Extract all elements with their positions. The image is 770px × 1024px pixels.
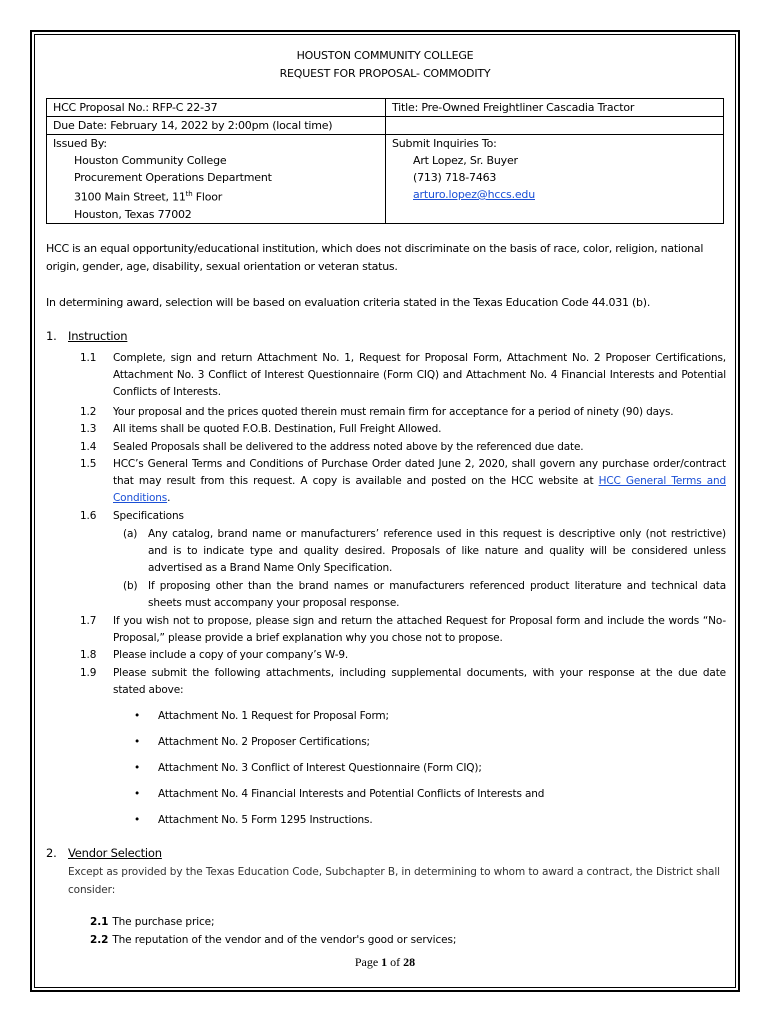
vendor-criteria-item: 2.1 The purchase price; xyxy=(90,916,215,928)
instruction-item: 1.7 If you wish not to propose, please sign and return the attached Request for Proposal form and include the words “No-Proposal,” please provide a brief explanation why you chose not to propose. xyxy=(80,615,726,645)
section-1-heading: 1. Instruction xyxy=(46,329,128,343)
instruction-item: 1.9 Please submit the following attachments, including supplemental documents, with your response at the due date stated above: xyxy=(80,667,726,697)
award-statement: In determining award, selection will be based on evaluation criteria stated in the Texas Education Code 44.031 (b). xyxy=(46,296,651,309)
proposal-info-table xyxy=(46,98,724,224)
document-type: REQUEST FOR PROPOSAL- COMMODITY xyxy=(279,67,491,80)
instruction-item: 1.5 HCC’s General Terms and Conditions of Purchase Order dated June 2, 2020, shall govern any purchase order/contract that may result from this request. A copy is available and posted on the HCC website at HCC General Terms and Conditions. xyxy=(80,458,726,505)
equal-opportunity-statement: HCC is an equal opportunity/educational institution, which does not discriminate on the basis of race, color, religion, national origin, gender, age, disability, sexual orientation or veteran status. xyxy=(46,242,704,273)
instruction-item: 1.2 Your proposal and the prices quoted therein must remain firm for acceptance for a period of ninety (90) days. xyxy=(80,406,674,418)
instruction-item: 1.3 All items shall be quoted F.O.B. Destination, Full Freight Allowed. xyxy=(80,423,442,435)
proposal-number: HCC Proposal No.: RFP-C 22-37 xyxy=(47,99,386,117)
instruction-item: 1.8 Please include a copy of your company’s W-9. xyxy=(80,649,349,661)
attachment-list-item: • Attachment No. 2 Proposer Certifications; xyxy=(134,736,370,748)
instruction-item: 1.4 Sealed Proposals shall be delivered to the address noted above by the referenced due date. xyxy=(80,441,584,453)
specification-item: (b) If proposing other than the brand names or manufacturers referenced product literature and technical data sheets must accompany your proposal response. xyxy=(123,580,726,610)
attachment-list-item: • Attachment No. 5 Form 1295 Instructions. xyxy=(134,814,373,826)
issuer-name: Houston Community College xyxy=(74,154,227,167)
specification-item: (a) Any catalog, brand name or manufacturers’ reference used in this request is descriptive only (not restrictive) and is to indicate type and quality desired. Proposals of like nature and quality will be considered unless advertised as a Brand Name Only Specification. xyxy=(123,528,726,575)
contact-name: Art Lopez, Sr. Buyer xyxy=(413,154,518,167)
due-date: Due Date: February 14, 2022 by 2:00pm (local time) xyxy=(47,117,386,135)
contact-email-link[interactable]: arturo.lopez@hccs.edu xyxy=(413,188,535,201)
college-name: HOUSTON COMMUNITY COLLEGE xyxy=(296,49,474,62)
attachment-list-item: • Attachment No. 3 Conflict of Interest Questionnaire (Form CIQ); xyxy=(134,762,482,774)
contact-phone: (713) 718-7463 xyxy=(413,171,497,184)
page-number: Page 1 of 28 xyxy=(354,955,416,969)
issued-by-label: Issued By: xyxy=(53,137,107,150)
issuer-department: Procurement Operations Department xyxy=(74,171,272,184)
proposal-title: Title: Pre-Owned Freightliner Cascadia Tractor xyxy=(386,99,724,117)
issued-by-cell xyxy=(47,135,386,224)
vendor-selection-intro: Except as provided by the Texas Education Code, Subchapter B, in determining to whom to award a contract, the District shall consider: xyxy=(68,866,721,896)
attachment-list-item: • Attachment No. 1 Request for Proposal Form; xyxy=(134,710,389,722)
inquiries-label: Submit Inquiries To: xyxy=(392,137,497,150)
issuer-street: 3100 Main Street, 11th Floor xyxy=(74,190,223,204)
inquiries-cell xyxy=(386,135,724,224)
empty-cell xyxy=(386,117,724,135)
attachment-list-item: • Attachment No. 4 Financial Interests and Potential Conflicts of Interests and xyxy=(134,788,545,800)
vendor-criteria-item: 2.2 The reputation of the vendor and of the vendor's good or services; xyxy=(90,934,457,946)
section-2-heading: 2. Vendor Selection xyxy=(46,846,162,860)
instruction-item: 1.6 Specifications xyxy=(80,510,184,522)
general-terms-link[interactable]: HCC General Terms and Conditions xyxy=(113,475,726,505)
instruction-item: 1.1 Complete, sign and return Attachment No. 1, Request for Proposal Form, Attachment No. 2 Proposer Certifications, Attachment No. 3 Conflict of Interest Questionnaire (Form CIQ) and Attachment No. 4 Financial Interests and Potential Conflicts of Interests. xyxy=(80,352,726,399)
issuer-city: Houston, Texas 77002 xyxy=(74,207,192,221)
